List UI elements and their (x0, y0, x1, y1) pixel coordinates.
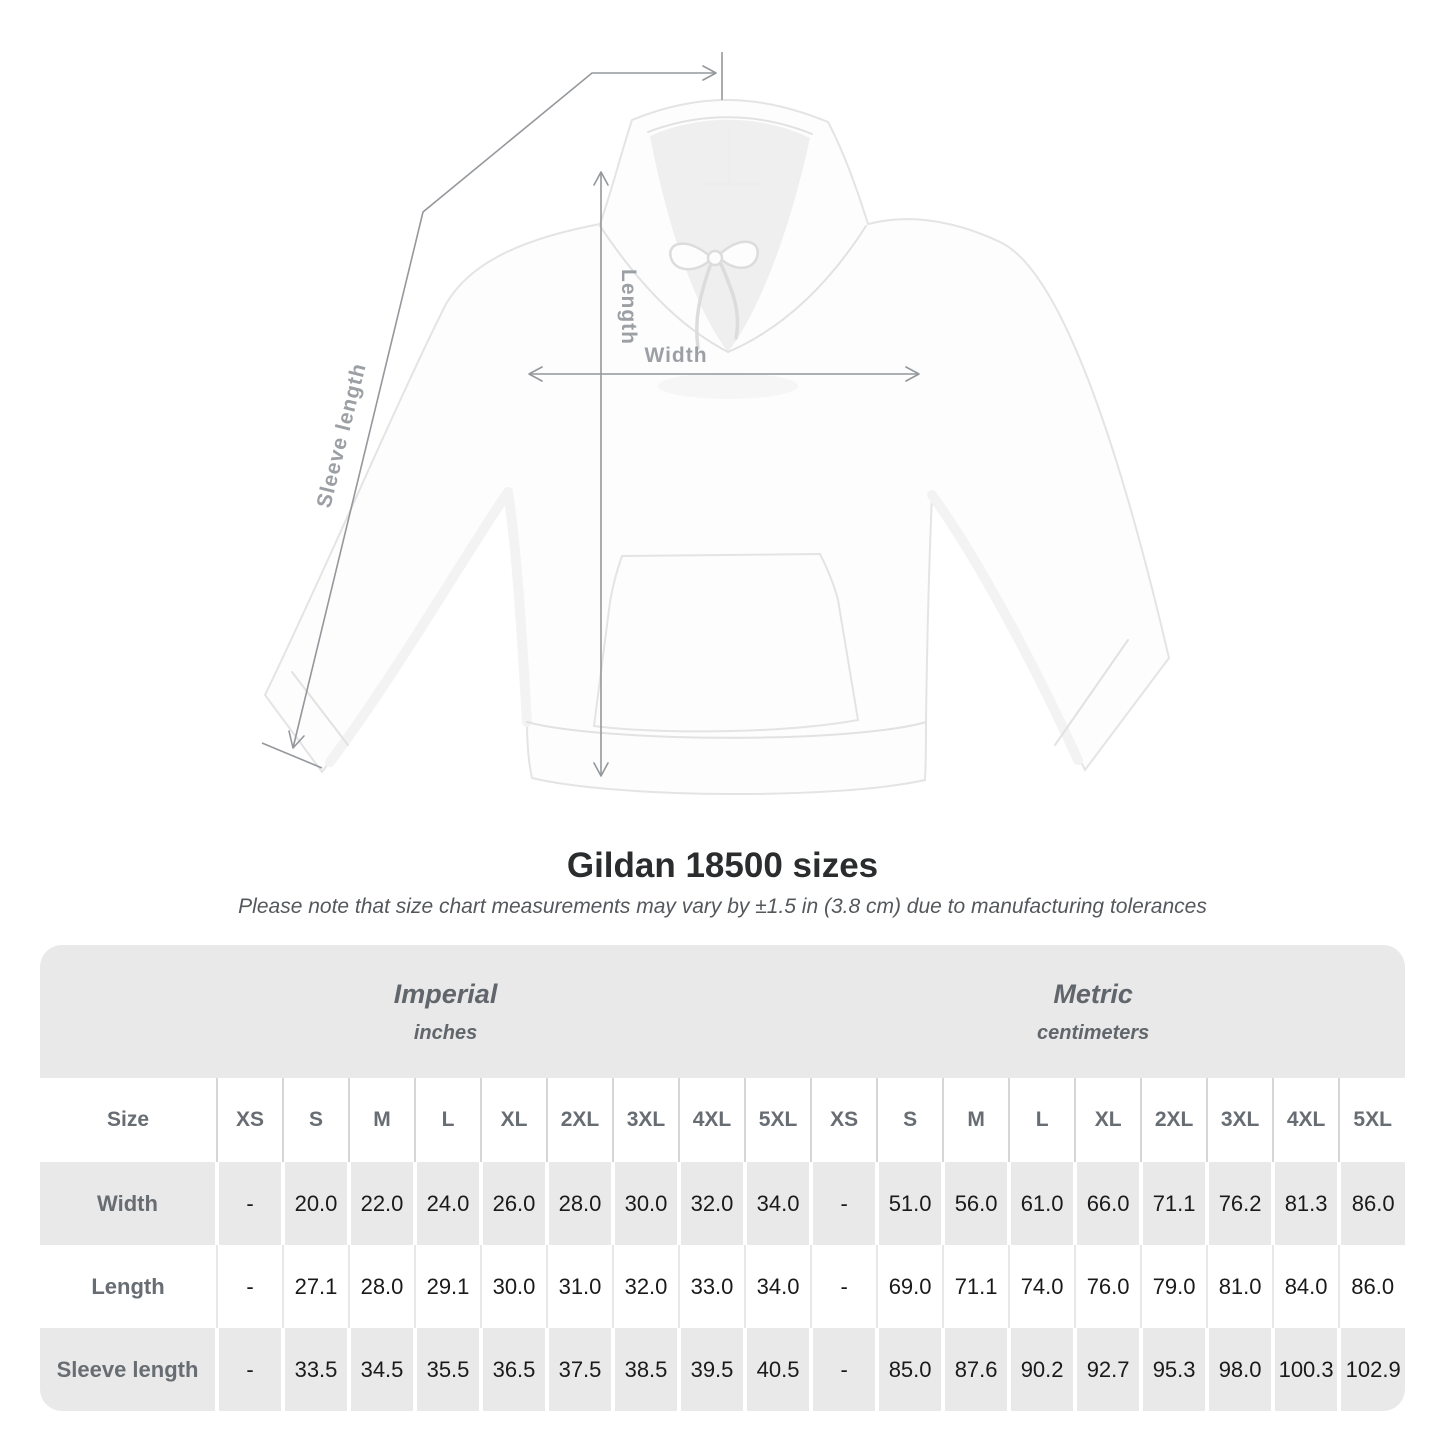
size-col-header: XL (481, 1078, 547, 1162)
value-cell: - (217, 1245, 283, 1328)
value-cell: 86.0 (1339, 1245, 1405, 1328)
value-cell: 39.5 (679, 1328, 745, 1411)
value-cell: 33.5 (283, 1328, 349, 1411)
value-cell: 98.0 (1207, 1328, 1273, 1411)
size-col-header: 2XL (1141, 1078, 1207, 1162)
kangaroo-pocket (594, 554, 858, 731)
value-cell: 36.5 (481, 1328, 547, 1411)
value-cell: 61.0 (1009, 1162, 1075, 1245)
value-cell: 90.2 (1009, 1328, 1075, 1411)
width-label: Width (644, 344, 708, 367)
size-col-header: M (349, 1078, 415, 1162)
table-row-length (40, 1245, 1405, 1328)
value-cell: 31.0 (547, 1245, 613, 1328)
value-cell: 76.2 (1207, 1162, 1273, 1245)
value-cell: 71.1 (943, 1245, 1009, 1328)
value-cell: 71.1 (1141, 1162, 1207, 1245)
size-col-header: S (877, 1078, 943, 1162)
value-cell: 28.0 (547, 1162, 613, 1245)
value-cell: 69.0 (877, 1245, 943, 1328)
value-cell: 100.3 (1273, 1328, 1339, 1411)
value-cell: 37.5 (547, 1328, 613, 1411)
value-cell: 81.0 (1207, 1245, 1273, 1328)
value-cell: 32.0 (613, 1245, 679, 1328)
unit-band-row (40, 945, 1405, 1078)
size-chart-table (40, 945, 1405, 1411)
value-cell: - (217, 1162, 283, 1245)
length-label: Length (617, 269, 640, 345)
value-cell: 34.0 (745, 1162, 811, 1245)
size-col-header: XS (217, 1078, 283, 1162)
value-cell: 40.5 (745, 1328, 811, 1411)
value-cell: 22.0 (349, 1162, 415, 1245)
size-chart-table-container (40, 945, 1405, 1411)
hoodie-illustration (265, 100, 1169, 794)
row-label: Sleeve length (56, 1356, 199, 1382)
value-cell: 85.0 (877, 1328, 943, 1411)
value-cell: - (811, 1162, 877, 1245)
value-cell: 30.0 (613, 1162, 679, 1245)
value-cell: 76.0 (1075, 1245, 1141, 1328)
value-cell: 92.7 (1075, 1328, 1141, 1411)
size-col-header: L (415, 1078, 481, 1162)
size-col-header: 4XL (679, 1078, 745, 1162)
row-label: Width (97, 1190, 158, 1216)
value-cell: 84.0 (1273, 1245, 1339, 1328)
table-row-width (40, 1162, 1405, 1245)
size-col-header: XL (1075, 1078, 1141, 1162)
size-col-header: 3XL (1207, 1078, 1273, 1162)
metric-label: Metric (1053, 978, 1133, 1009)
size-col-header: S (283, 1078, 349, 1162)
value-cell: 86.0 (1339, 1162, 1405, 1245)
value-cell: 34.0 (745, 1245, 811, 1328)
value-cell: 30.0 (481, 1245, 547, 1328)
tolerance-note: Please note that size chart measurements may vary by ±1.5 in (3.8 cm) due to manufacturing tolerances (238, 895, 1207, 918)
unit-group-metric (811, 945, 1405, 1078)
value-cell: 32.0 (679, 1162, 745, 1245)
value-cell: 74.0 (1009, 1245, 1075, 1328)
value-cell: 56.0 (943, 1162, 1009, 1245)
value-cell: 81.3 (1273, 1162, 1339, 1245)
imperial-unit: inches (413, 1021, 478, 1044)
imperial-label: Imperial (393, 978, 498, 1009)
size-col-header: L (1009, 1078, 1075, 1162)
unit-group-imperial (40, 945, 811, 1078)
value-cell: 38.5 (613, 1328, 679, 1411)
value-cell: 66.0 (1075, 1162, 1141, 1245)
size-header: Size (40, 1078, 217, 1162)
value-cell: 79.0 (1141, 1245, 1207, 1328)
size-col-header: XS (811, 1078, 877, 1162)
value-cell: 27.1 (283, 1245, 349, 1328)
value-cell: 26.0 (481, 1162, 547, 1245)
value-cell: 28.0 (349, 1245, 415, 1328)
metric-unit: centimeters (1037, 1021, 1150, 1044)
value-cell: 102.9 (1339, 1328, 1405, 1411)
value-cell: 33.0 (679, 1245, 745, 1328)
value-cell: 24.0 (415, 1162, 481, 1245)
value-cell: 20.0 (283, 1162, 349, 1245)
value-cell: 35.5 (415, 1328, 481, 1411)
size-col-header: 5XL (745, 1078, 811, 1162)
value-cell: - (217, 1328, 283, 1411)
size-col-header: 3XL (613, 1078, 679, 1162)
value-cell: 87.6 (943, 1328, 1009, 1411)
value-cell: 29.1 (415, 1245, 481, 1328)
sleeve-length-label: Sleeve length (312, 360, 371, 511)
page-title: Gildan 18500 sizes (566, 846, 879, 885)
size-header-row (40, 1078, 1405, 1162)
value-cell: 51.0 (877, 1162, 943, 1245)
size-col-header: 4XL (1273, 1078, 1339, 1162)
size-col-header: M (943, 1078, 1009, 1162)
value-cell: - (811, 1328, 877, 1411)
row-label: Length (91, 1273, 165, 1299)
size-col-header: 5XL (1339, 1078, 1405, 1162)
value-cell: 34.5 (349, 1328, 415, 1411)
value-cell: - (811, 1245, 877, 1328)
table-row-sleeve-length (40, 1328, 1405, 1411)
size-col-header: 2XL (547, 1078, 613, 1162)
value-cell: 95.3 (1141, 1328, 1207, 1411)
